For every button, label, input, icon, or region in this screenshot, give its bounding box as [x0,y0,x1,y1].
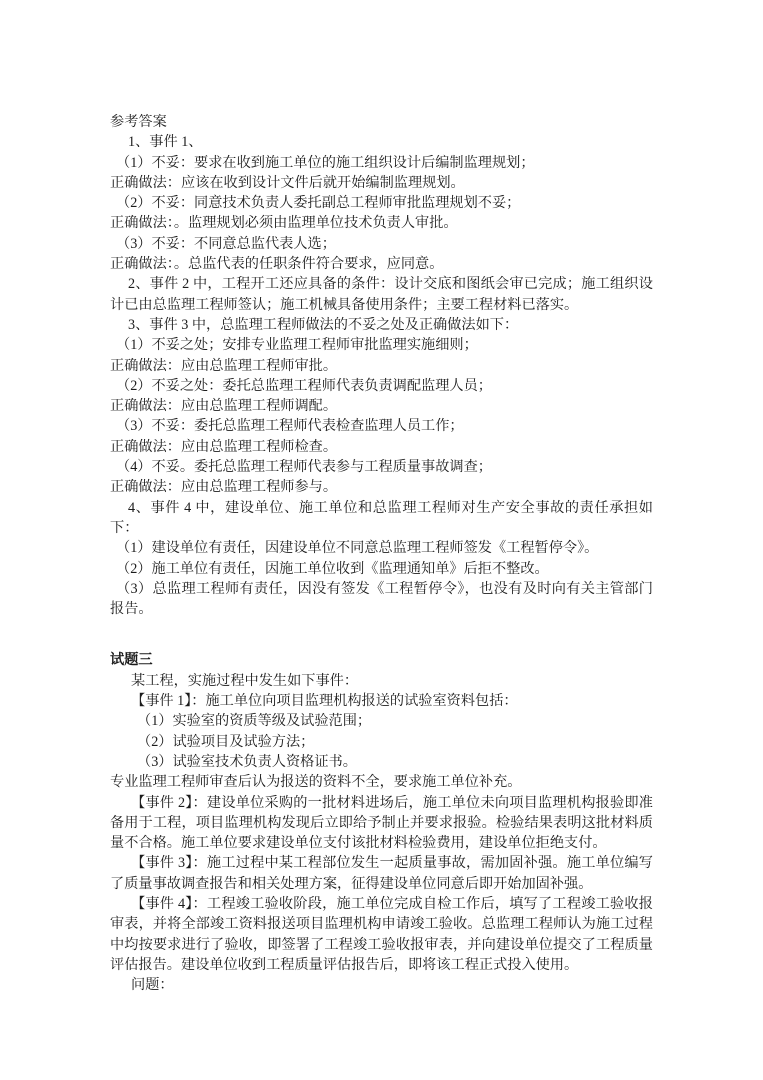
paragraph: （1）实验室的资质等级及试验范围； [137,713,372,730]
paragraph: 2、事件 2 中，工程开工还应具备的条件：设计交底和图纸会审已完成；施工组织设计已由总监理工程师签认；施工机械具备使用条件；主要工程材料已落实。 [110,276,653,313]
paragraph: （1）不妥之处；安排专业监理工程师审批监理实施细则； [116,337,478,354]
paragraph: （2）不妥：同意技术负责人委托副总工程师审批监理规划不妥； [116,195,521,212]
paragraph: 正确做法：应由总监理工程师参与。 [110,479,338,496]
paragraph: 3、事件 3 中，总监理工程师做法的不妥之处及正确做法如下： [128,316,519,333]
document-page [110,112,653,995]
paragraph: （2）不妥之处：委托总监理工程师代表负责调配监理人员； [116,377,492,394]
paragraph: （2）试验项目及试验方法； [137,733,315,750]
paragraph: 4、事件 4 中，建设单位、施工单位和总监理工程师对生产安全事故的责任承担如下： [110,499,653,536]
paragraph: 【事件 3】：施工过程中某工程部位发生一起质量事故，需加固补强。施工单位编写了质量事故调查报告和相关处理方案，征得建设单位同意后即开始加固补强。 [110,855,653,892]
paragraph: 专业监理工程师审查后认为报送的资料不全，要求施工单位补充。 [110,774,522,791]
paragraph: （3）不妥：委托总监理工程师代表检查监理人员工作； [116,418,464,435]
paragraph: （4）不妥。委托总监理工程师代表参与工程质量事故调查； [116,459,492,476]
question-three-section [110,650,653,995]
paragraph: （2）施工单位有责任，因施工单位收到《监理通知单》后拒不整改。 [116,560,549,577]
answers-paragraph-list [110,132,653,619]
paragraph: （3）不妥：不同意总监代表人选； [116,235,336,252]
paragraph: 正确做法：应该在收到设计文件后就开始编制监理规划。 [110,174,465,191]
paragraph: 正确做法：应由总监理工程师检查。 [110,438,338,455]
paragraph: 正确做法：应由总监理工程师调配。 [110,398,338,415]
question-paragraph-list [110,671,653,996]
paragraph: 某工程，实施过程中发生如下事件： [131,672,359,689]
paragraph: 问题： [131,977,174,994]
paragraph: 正确做法：。总监代表的任职条件符合要求，应同意。 [110,256,444,273]
paragraph: 【事件 4】：工程竣工验收阶段，施工单位完成自检工作后，填写了工程竣工验收报审表，并将全部竣工资料报送项目监理机构申请竣工验收。总监理工程师认为施工过程中均按要求进行了验收，即签署了工程竣工验收报审表，并向建设单位提交了工程质量评估报告。建设单位收到工程质量评估报告后，即将该工程正式投入使用。 [110,895,653,973]
reference-answers-section [110,112,653,619]
question-three-title: 试题三 [110,652,153,669]
paragraph: 正确做法：。监理规划必须由监理单位技术负责人审批。 [110,215,458,232]
paragraph: 正确做法：应由总监理工程师审批。 [110,357,338,374]
paragraph: （1）建设单位有责任，因建设单位不同意总监理工程师签发《工程暂停令》。 [116,540,599,557]
paragraph: （3）试验室技术负责人资格证书。 [137,753,357,770]
paragraph: （1）不妥：要求在收到施工单位的施工组织设计后编制监理规划； [116,154,535,171]
paragraph: 1、事件 1、 [128,134,203,151]
reference-answers-title: 参考答案 [110,114,167,130]
paragraph: （3）总监理工程师有责任，因没有签发《工程暂停令》，也没有及时向有关主管部门报告。 [110,580,653,618]
paragraph: 【事件 2】：建设单位采购的一批材料进场后，施工单位未向项目监理机构报验即准备用于工程，项目监理机构发现后立即给予制止并要求报验。检验结果表明这批材料质量不合格。施工单位要求建设单位支付该批材料检验费用，建设单位拒绝支付。 [110,794,653,852]
paragraph: 【事件 1】：施工单位向项目监理机构报送的试验室资料包括： [131,693,518,710]
